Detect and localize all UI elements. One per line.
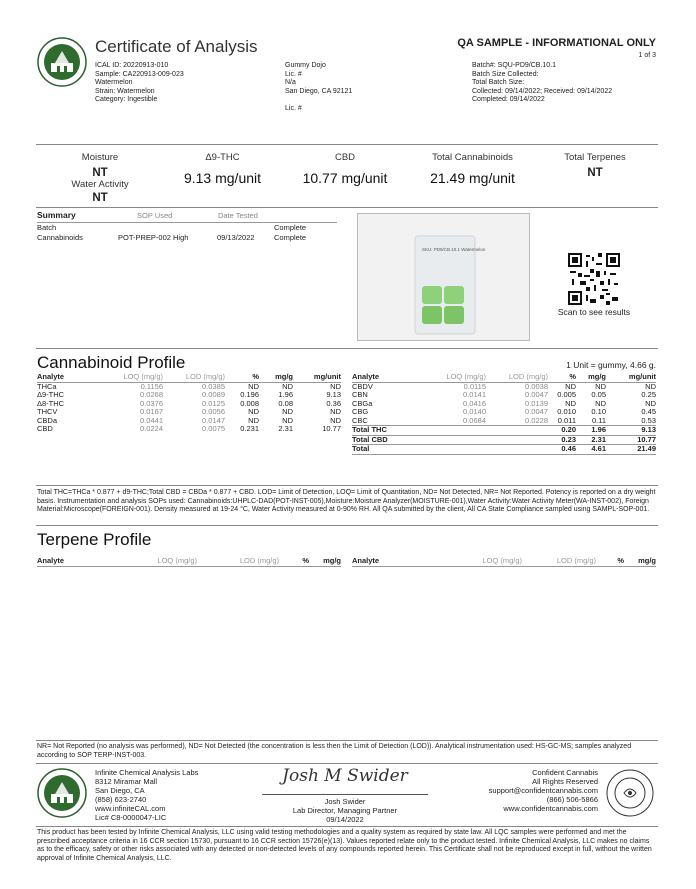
cc-website[interactable]: www.confidentcannabis.com: [503, 804, 598, 813]
analyte-cell: THCV: [37, 407, 58, 416]
client-lic-2: Lic. #: [285, 104, 302, 112]
mgunit-cell: 0.53: [641, 415, 656, 425]
spacer: [285, 96, 352, 105]
metric-total-terpenes: [550, 152, 640, 179]
cannabinoid-table-right: [352, 373, 656, 455]
mgunit-cell: 0.25: [641, 390, 656, 399]
signature-line: [262, 794, 428, 795]
lod-cell: 0.0125: [202, 398, 225, 408]
total-mgunit: 21.49: [637, 444, 656, 453]
total-mgg: 1.96: [591, 425, 606, 434]
lab-address: 8312 Miramar Mall: [95, 777, 158, 786]
metrics-divider: [36, 207, 658, 208]
total-row: [352, 435, 656, 445]
col-percent: %: [225, 373, 259, 382]
mgg-cell: ND: [282, 407, 293, 416]
loq-cell: 0.0115: [463, 381, 486, 391]
mgg-cell: 0.05: [591, 390, 606, 399]
analyte-cell: CBC: [352, 415, 368, 425]
mgg-cell: 0.11: [591, 415, 606, 425]
terpene-table-left: [37, 557, 341, 567]
lod-cell: 0.0385: [202, 381, 225, 391]
page-title: Certificate of Analysis: [95, 37, 258, 56]
summary-row: [37, 223, 337, 233]
mgg-cell: ND: [595, 398, 606, 408]
cannabinoid-profile-title: Cannabinoid Profile: [37, 353, 186, 372]
mgunit-cell: ND: [330, 415, 341, 425]
table-header: [37, 373, 341, 382]
col-loq: LOQ (mg/g): [408, 373, 486, 382]
lab-logo-footer: [37, 768, 87, 818]
cannabinoid-footnote: Total THC=THCa * 0.877 + d9-THC;Total CBD = CBDa * 0.877 + CBD. LOD= Limit of Detection, LOQ= Limit of Quantitation, ND= Not Detected, NR= Not Reported. Potency is reported on a dry weight basis. Instrumentation and analysis SOPs used: Cannabinoids:UHPLC-DAD(POT-INST-005),Moisture:Moisture Analyzer(MOISTURE-001),Water Activity:Water Activity Meter(WA-INST-002), Foreign Material:Microscope(FOREIGN-001). Density measured at 19-24 °C, Water Activity measured at 0-90% RH. All QA submitted by the client, All CA State Compliance sampled using SAMPL-SOP-001.: [37, 489, 656, 513]
mgunit-cell: 10.77: [322, 424, 341, 433]
metric-moisture: [60, 152, 140, 204]
summary-row-status: Complete: [274, 233, 307, 242]
mgunit-cell: ND: [330, 407, 341, 416]
summary-title: Summary: [37, 210, 76, 220]
strain: Strain: Watermelon: [95, 87, 155, 95]
col-mgg: mg/g: [576, 373, 606, 382]
analyte-cell: Δ9-THC: [37, 390, 65, 399]
col-percent: %: [596, 557, 624, 566]
confident-seal-icon: [605, 768, 655, 818]
total-mgg: 4.61: [591, 444, 606, 453]
table-header: [352, 373, 656, 382]
mgunit-cell: ND: [330, 381, 341, 391]
col-mgg: mg/g: [309, 557, 341, 566]
disclaimer-divider: [36, 826, 658, 827]
loq-cell: 0.0441: [140, 415, 163, 425]
percent-cell: ND: [565, 398, 576, 408]
mgg-cell: 1.96: [278, 390, 293, 399]
col-percent: %: [279, 557, 309, 566]
percent-cell: 0.231: [240, 424, 259, 433]
lab-contact: [95, 768, 198, 822]
lab-website[interactable]: www.infiniteCAL.com: [95, 804, 166, 813]
analyte-cell: CBN: [352, 390, 368, 399]
table-header: [37, 557, 341, 566]
summary-section: [37, 211, 337, 243]
cc-name: Confident Cannabis: [532, 768, 598, 777]
client-name: Gummy Dojo: [285, 62, 326, 69]
mgg-cell: ND: [595, 381, 606, 391]
photo-divider: [36, 348, 658, 349]
lod-cell: 0.0047: [525, 390, 548, 399]
analyte-cell: CBD: [37, 424, 53, 433]
table-row: [352, 408, 656, 417]
total-label: Total CBD: [352, 434, 388, 444]
moisture-value: NT: [92, 167, 108, 179]
loq-cell: 0.0684: [463, 415, 486, 425]
lab-phone: (858) 623-2740: [95, 795, 147, 804]
cc-email[interactable]: support@confidentcannabis.com: [488, 786, 598, 795]
total-batch-size: Total Batch Size:: [472, 79, 525, 86]
bag-label: SKU: PD9/CB.10.1 Watermelon: [422, 247, 486, 252]
col-analyte: Analyte: [352, 557, 432, 566]
batch-number: Batch#: SQU-PD9/CB.10.1: [472, 62, 557, 69]
loq-cell: 0.0167: [140, 407, 163, 416]
lab-name: Infinite Chemical Analysis Labs: [95, 768, 199, 777]
qr-caption: Scan to see results: [557, 307, 631, 317]
mgunit-cell: ND: [645, 398, 656, 408]
total-mgg: 2.31: [591, 434, 606, 444]
signature-script: Josh M Swider: [282, 766, 408, 786]
total-mgunit: 10.77: [637, 434, 656, 444]
col-loq: LOQ (mg/g): [432, 557, 522, 566]
bottom-divider-2: [36, 763, 658, 764]
mgunit-cell: 0.36: [326, 398, 341, 408]
terp-value: NT: [587, 167, 603, 179]
percent-cell: 0.196: [240, 390, 259, 399]
lab-city: San Diego, CA: [95, 786, 145, 795]
lod-cell: 0.0056: [202, 407, 225, 416]
summary-row-sop: POT-PREP-002 High: [118, 233, 189, 242]
water-activity-value: NT: [92, 192, 108, 204]
mgunit-cell: 0.45: [641, 407, 656, 416]
client-city: San Diego, CA 92121: [285, 87, 353, 95]
confident-contact: [460, 768, 598, 813]
percent-cell: 0.010: [557, 407, 576, 416]
sample-id: Sample: CA220913-009-023: [95, 70, 184, 78]
col-mgunit: mg/unit: [293, 373, 341, 382]
col-mgg: mg/g: [624, 557, 656, 566]
d9-value: 9.13 mg/unit: [183, 170, 262, 186]
table-row: [37, 400, 341, 409]
completed-date: Completed: 09/14/2022: [472, 96, 545, 103]
percent-cell: 0.008: [240, 398, 259, 408]
loq-cell: 0.0141: [463, 390, 486, 399]
percent-cell: 0.011: [557, 415, 576, 425]
summary-row-date: 09/13/2022: [217, 233, 255, 242]
analyte-cell: Δ8-THC: [37, 398, 65, 408]
ical-id: ICAL ID: 20220913-010: [95, 62, 169, 69]
table-header: [352, 557, 656, 566]
loq-cell: 0.1156: [140, 381, 163, 391]
analyte-cell: THCa: [37, 381, 57, 391]
col-percent: %: [548, 373, 576, 382]
summary-row-status: Complete: [274, 223, 307, 232]
terpene-table-right: [352, 557, 656, 567]
total-percent: 0.46: [561, 444, 576, 453]
summary-row: [37, 233, 337, 243]
col-lod: LOD (mg/g): [163, 373, 225, 382]
bottom-divider-1: [36, 740, 658, 741]
col-lod: LOD (mg/g): [197, 557, 279, 566]
total-label: Total THC: [352, 425, 387, 434]
sample-info-col3: [472, 62, 612, 105]
col-mgunit: mg/unit: [606, 373, 656, 382]
lod-cell: 0.0228: [525, 415, 548, 425]
batch-size-collected: Batch Size Collected:: [472, 70, 539, 78]
metric-total-cannabinoids: [415, 152, 530, 186]
sample-name: Watermelon: [95, 79, 133, 86]
disclaimer: This product has been tested by Infinite Chemical Analysis, LLC using valid testing methodologies and a quality system as required by state law. All LQC samples were performed and met the prescribed acceptance criteria in 16 CCR section 15730, pursuant to 16 CCR section 15726(e)(13). Values reported relate only to the product tested. Infinite Chemical Analysis, LLC makes no claims as to the efficacy, safety or other risks associated with any detected or non-detected levels of any compounds reported herein. This Certificate shall not be reproduced except in full, without the written approval of Infinite Chemical Analysis, LLC.: [37, 829, 652, 862]
sample-info-col2: [285, 62, 352, 113]
signature-block: [262, 797, 428, 824]
cbd-label: CBD: [334, 152, 356, 163]
d9-label: Δ9-THC: [205, 152, 240, 163]
table-row: [352, 391, 656, 400]
analyte-cell: CBDV: [352, 381, 373, 391]
percent-cell: ND: [248, 381, 259, 391]
mgg-cell: 2.31: [278, 424, 293, 433]
mgg-cell: 0.08: [278, 398, 293, 408]
lod-cell: 0.0089: [202, 390, 225, 399]
table-row: [37, 425, 341, 434]
total-cann-label: Total Cannabinoids: [432, 152, 513, 163]
table-row: [37, 382, 341, 391]
footnote-divider: [36, 525, 658, 526]
moisture-label: Moisture: [81, 152, 119, 163]
col-analyte: Analyte: [37, 557, 117, 566]
summary-col-date: Date Tested: [218, 211, 258, 220]
table-row: [37, 417, 341, 426]
col-lod: LOD (mg/g): [522, 557, 596, 566]
sample-info-col1: [95, 62, 184, 105]
qa-notice: QA SAMPLE - INFORMATIONAL ONLY: [457, 37, 656, 49]
summary-row-name: Batch: [37, 223, 57, 232]
col-loq: LOQ (mg/g): [117, 557, 197, 566]
total-row: [352, 426, 656, 436]
percent-cell: ND: [248, 415, 259, 425]
table-row: [352, 400, 656, 409]
terpene-footnote: NR= Not Reported (no analysis was performed), ND= Not Detected (the concentration is less then the Limit of Detection (LOD)). Analytical instrumentation used: HS-GC-MS; samples analyzed according to SOP TERP-INST-003.: [37, 743, 632, 759]
lod-cell: 0.0038: [525, 381, 548, 391]
profile-divider: [36, 485, 658, 486]
total-mgunit: 9.13: [641, 425, 656, 434]
mgunit-cell: 9.13: [326, 390, 341, 399]
qr-code-icon[interactable]: [568, 253, 620, 305]
col-loq: LOQ (mg/g): [93, 373, 163, 382]
summary-col-sop: SOP Used: [137, 211, 173, 220]
percent-cell: 0.005: [557, 390, 576, 399]
terp-label: Total Terpenes: [564, 152, 626, 163]
col-analyte: Analyte: [37, 373, 93, 382]
percent-cell: ND: [248, 407, 259, 416]
total-row: [352, 445, 656, 455]
loq-cell: 0.0416: [463, 398, 486, 408]
col-analyte: Analyte: [352, 373, 408, 382]
category: Category: Ingestible: [95, 96, 158, 103]
loq-cell: 0.0376: [140, 398, 163, 408]
table-row: [352, 417, 656, 426]
col-mgg: mg/g: [259, 373, 293, 382]
total-percent: 0.20: [561, 425, 576, 434]
metric-cbd: [290, 152, 400, 186]
header-divider: [36, 144, 658, 145]
lod-cell: 0.0139: [525, 398, 548, 408]
collected-received: Collected: 09/14/2022; Received: 09/14/2022: [472, 87, 613, 95]
mgg-cell: ND: [282, 415, 293, 425]
lab-logo: [37, 37, 87, 87]
analyte-cell: CBGa: [352, 398, 373, 408]
table-row: [352, 382, 656, 391]
client-lic: Lic. #: [285, 70, 302, 78]
signer-name: Josh Swider: [324, 797, 366, 806]
cc-rights: All Rights Reserved: [532, 777, 598, 786]
cc-phone: (866) 506-5866: [546, 795, 598, 804]
product-photo: [357, 213, 530, 341]
signature-date: 09/14/2022: [326, 815, 364, 824]
signer-title: Lab Director, Managing Partner: [292, 806, 398, 815]
unit-note: 1 Unit = gummy, 4.66 g.: [566, 360, 656, 370]
loq-cell: 0.0224: [140, 424, 163, 433]
analyte-cell: CBG: [352, 407, 369, 416]
loq-cell: 0.0268: [140, 390, 163, 399]
total-cann-value: 21.49 mg/unit: [430, 170, 515, 186]
percent-cell: ND: [565, 381, 576, 391]
page-number: 1 of 3: [638, 52, 656, 59]
lod-cell: 0.0075: [202, 424, 225, 433]
metric-d9thc: [170, 152, 275, 186]
summary-row-name: Cannabinoids: [37, 233, 83, 242]
analyte-cell: CBDa: [37, 415, 58, 425]
client-address: N/a: [285, 79, 296, 86]
lod-cell: 0.0047: [525, 407, 548, 416]
loq-cell: 0.0140: [463, 407, 486, 416]
mgg-cell: ND: [282, 381, 293, 391]
table-row: [37, 391, 341, 400]
col-lod: LOD (mg/g): [486, 373, 548, 382]
lab-license: Lic# C8-0000047-LIC: [95, 813, 167, 822]
total-label: Total: [352, 444, 370, 453]
lod-cell: 0.0147: [202, 415, 225, 425]
cannabinoid-table-left: [37, 373, 341, 434]
cbd-value: 10.77 mg/unit: [302, 170, 388, 186]
total-percent: 0.23: [561, 434, 576, 444]
terpene-profile-title: Terpene Profile: [37, 530, 152, 549]
mgg-cell: 0.10: [591, 407, 606, 416]
table-row: [37, 408, 341, 417]
mgunit-cell: ND: [645, 381, 656, 391]
water-activity-label: Water Activity: [71, 179, 129, 190]
